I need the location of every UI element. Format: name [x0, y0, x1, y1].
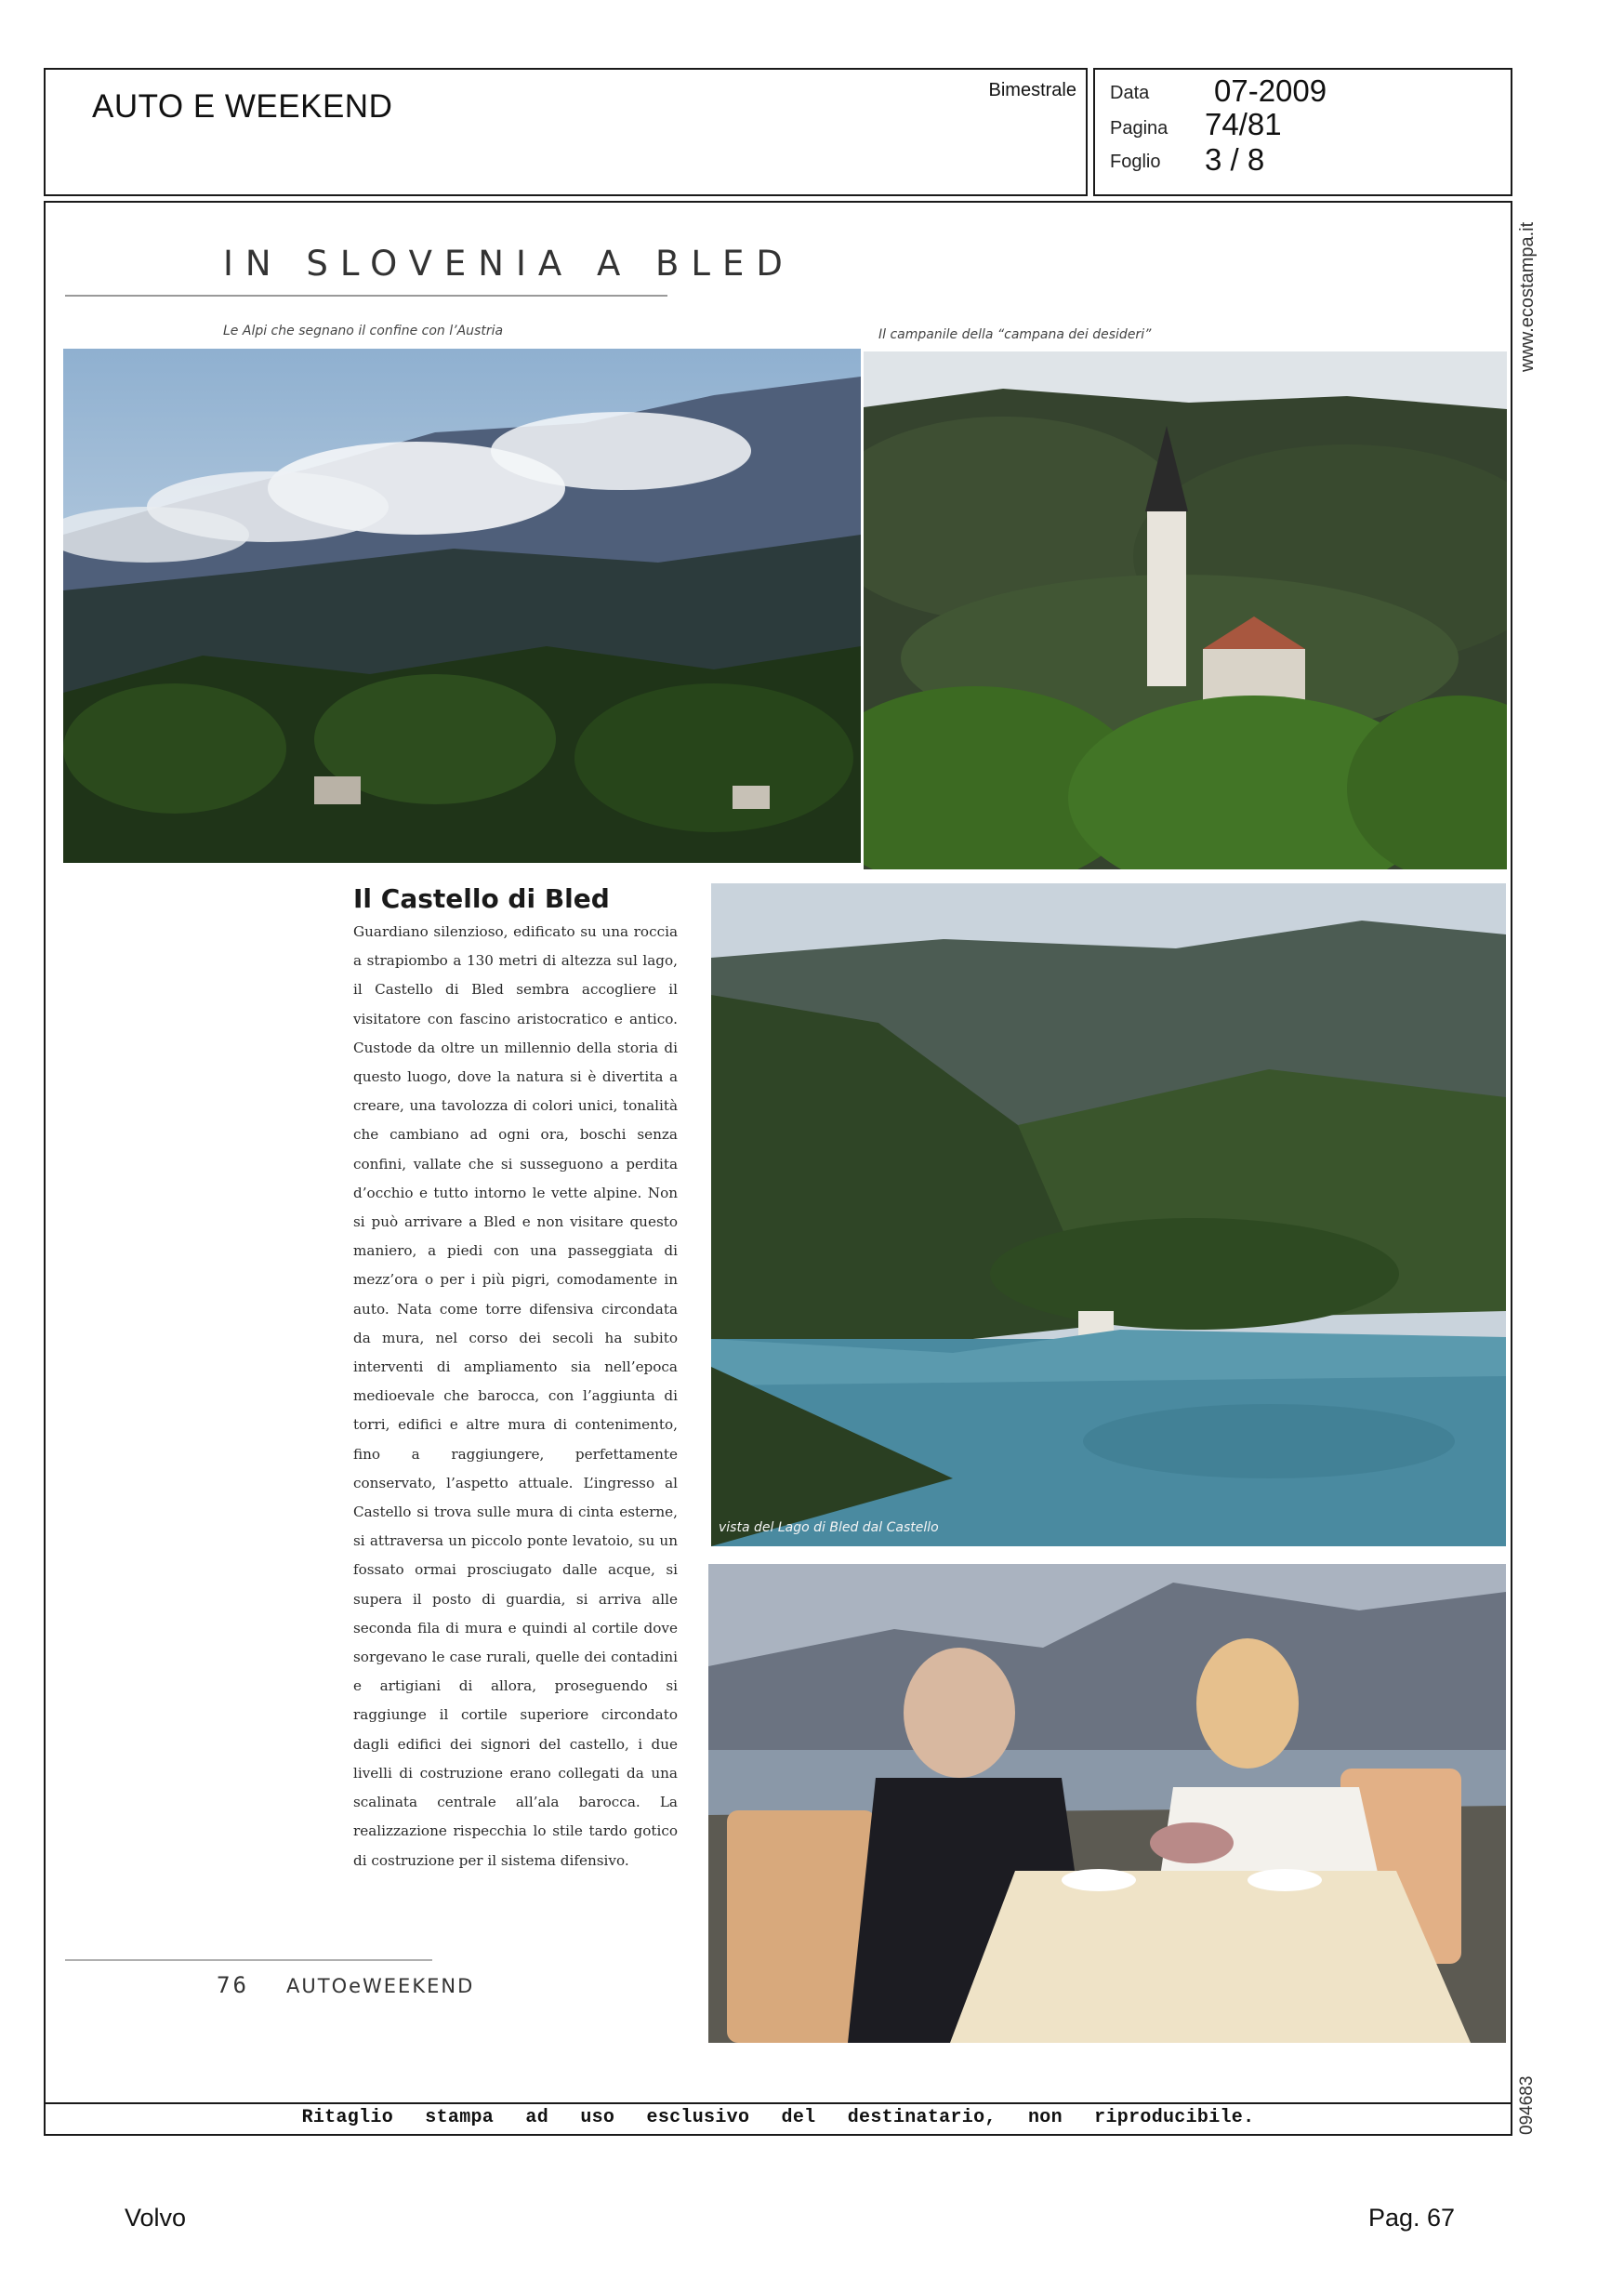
- reproduction-notice: Ritaglio stampa ad uso esclusivo del destinatario, non riproducibile.: [46, 2102, 1511, 2134]
- magazine-page-number: 76: [217, 1972, 249, 1998]
- caption-bell-tower: Il campanile della “campana dei desideri”: [878, 327, 1152, 342]
- photo-dining-couple: [708, 1564, 1506, 2043]
- magazine-name: AUTOeWEEKEND: [286, 1975, 475, 1997]
- article-heading: Il Castello di Bled: [353, 883, 610, 914]
- pagina-value: 74/81: [1205, 107, 1282, 141]
- photo-bell-tower: [864, 351, 1507, 869]
- clipping-page: Pag. 67: [1368, 2204, 1456, 2232]
- side-url: www.ecostampa.it: [1517, 221, 1538, 372]
- header-publication-box: [44, 68, 1088, 196]
- page-footer-rule: [65, 1959, 432, 1961]
- caption-alps: Le Alpi che segnano il confine con l’Austria: [223, 324, 504, 338]
- data-value: 07-2009: [1214, 73, 1327, 108]
- data-label: Data: [1110, 83, 1150, 103]
- photo-lake-bled: [711, 883, 1506, 1546]
- side-code: 094683: [1517, 2075, 1537, 2135]
- pagina-label: Pagina: [1110, 118, 1168, 139]
- publication-name: AUTO E WEEKEND: [92, 88, 393, 125]
- section-title: IN SLOVENIA A BLED: [223, 244, 795, 284]
- header-meta-box: [1093, 68, 1512, 196]
- periodicity: Bimestrale: [988, 80, 1076, 100]
- caption-lake: vista del Lago di Bled dal Castello: [719, 1520, 939, 1535]
- foglio-label: Foglio: [1110, 152, 1161, 172]
- photo-alps: [63, 349, 861, 863]
- article-body: Guardiano silenzioso, edificato su una roccia a strapiombo a 130 metri di altezza sul lago, il Castello di Bled sembra accogliere il visitatore con fascino aristocratico e antico. Custode da oltre un millennio della storia di questo luogo, dove la natura si è divertita a creare, una tavolozza di colori unici, tonalità che cambiano ad ogni ora, boschi senza confini, vallate che si susseguono a perdita d’occhio e tutto intorno le vette alpine. Non si può arrivare a Bled e non visitare questo maniero, a piedi con una passeggiata di mezz’ora o per i più pigri, comodamente in auto. Nata come torre difensiva circondata da mura, nel corso dei secoli ha subito interventi di ampliamento sia nell’epoca medioevale che barocca, con l’aggiunta di torri, edifici e altre mura di contenimento, fino a raggiungere, perfettamente conservato, l’aspetto attuale. L’ingresso al Castello si trova sulle mura di cinta esterne, si attraversa un piccolo ponte levatoio, su un fossato ormai prosciugato dalle acque, si supera il posto di guardia, si arriva alle seconda fila di mura e quindi al cortile dove sorgevano le case rurali, quelle dei contadini e artigiani di allora, proseguendo si raggiunge il cortile superiore circondato dagli edifici dei signori del castello, i due livelli di costruzione erano collegati da una scalinata centrale all’ala barocca. La realizzazione rispecchia lo stile tardo gotico di costruzione per il sistema difensivo.: [353, 923, 678, 1869]
- client-name: Volvo: [125, 2204, 187, 2232]
- title-divider: [65, 295, 667, 297]
- foglio-value: 3 / 8: [1205, 142, 1265, 177]
